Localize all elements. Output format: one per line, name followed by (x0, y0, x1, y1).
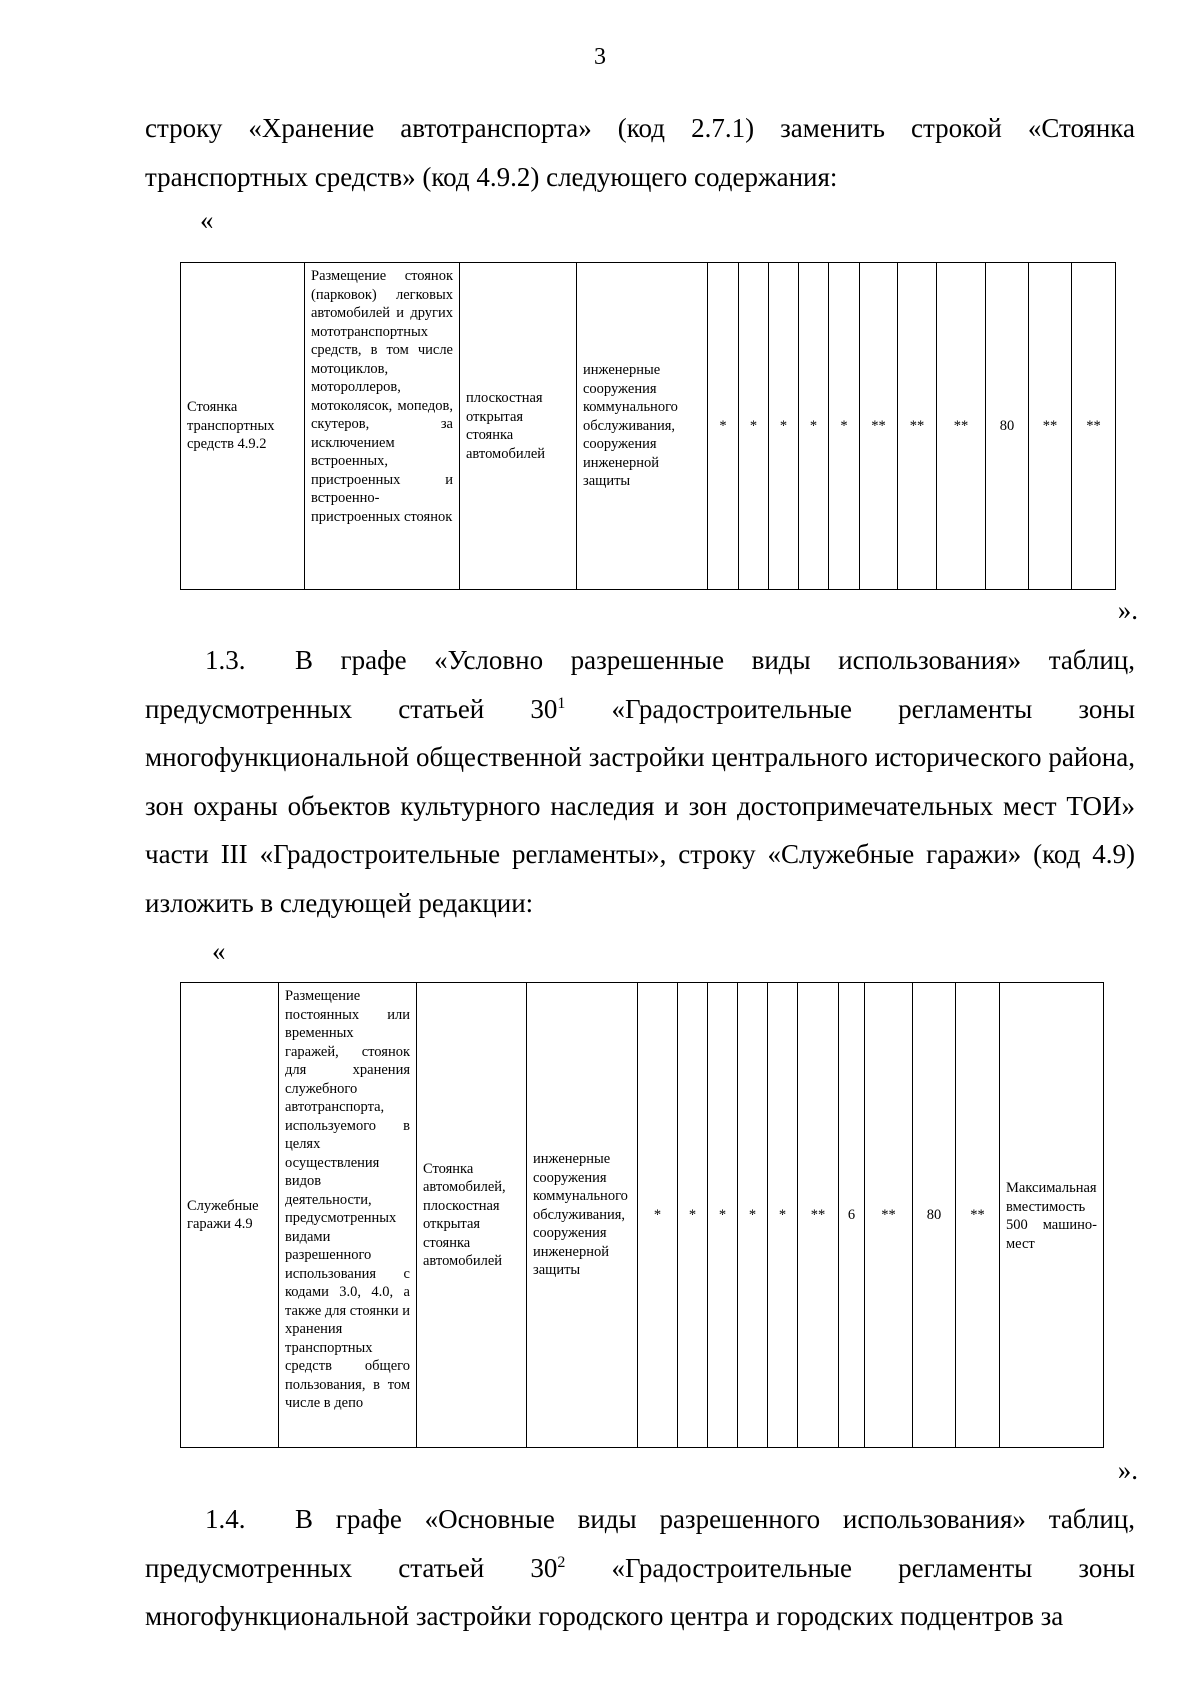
param-cell: * (638, 983, 678, 1448)
note-cell: Максимальная вместимость 500 машино-мест (1000, 983, 1104, 1448)
clause-text: «Градостроительные регламенты зоны многофункциональной застройки городского центра и городских подцентров за (145, 1552, 1135, 1631)
clause-text: В графе «Условно разрешенные виды использования» таблиц, предусмотренных статьей 30 (145, 645, 1135, 724)
param-cell: * (708, 983, 738, 1448)
param-cell: ** (956, 983, 1000, 1448)
param-cell: * (739, 263, 769, 590)
param-cell: ** (1072, 263, 1116, 590)
param-cell: ** (865, 983, 913, 1448)
param-cell: ** (937, 263, 986, 590)
table-row (181, 983, 1104, 1448)
param-cell: ** (1029, 263, 1072, 590)
regulation-table-parking (180, 262, 1116, 590)
param-cell: * (738, 983, 768, 1448)
table-row (181, 263, 1116, 590)
param-cell: 6 (839, 983, 865, 1448)
param-cell: 80 (913, 983, 956, 1448)
use-name-cell: Стоянка транспортных средств 4.9.2 (181, 263, 305, 590)
quote-open-1: « (200, 205, 214, 235)
regulation-table-garages (180, 982, 1104, 1448)
paragraph-1-3 (145, 636, 1135, 927)
use-name-cell: Служебные гаражи 4.9 (181, 983, 279, 1448)
quote-close-2: ». (1117, 1455, 1138, 1485)
page-number: 3 (594, 44, 606, 70)
param-cell: ** (798, 983, 839, 1448)
quote-open-2: « (212, 936, 226, 966)
auxiliary-uses-cell: инженерные сооружения коммунального обслуживания, сооружения инженерной защиты (527, 983, 638, 1448)
param-cell: * (708, 263, 739, 590)
clause-text: «Градостроительные регламенты зоны многофункциональной общественной застройки центрального исторического района, зон охраны объектов культурного наследия и зон достопримечательных мест ТОИ» части III «Градостроительные регламенты», строку «Служебные гаражи» (код 4.9) изложить в следующей редакции: (145, 693, 1135, 918)
superscript: 1 (557, 694, 566, 712)
clause-number: 1.4. (205, 1504, 246, 1534)
object-types-cell: плоскостная открытая стоянка автомобилей (460, 263, 577, 590)
object-types-cell: Стоянка автомобилей, плоскостная открытая стоянка автомобилей (417, 983, 527, 1448)
auxiliary-uses-cell: инженерные сооружения коммунального обслуживания, сооружения инженерной защиты (577, 263, 708, 590)
paragraph-1-4 (145, 1495, 1135, 1641)
param-cell: ** (898, 263, 937, 590)
quote-close-1: ». (1117, 595, 1138, 625)
paragraph-intro: строку «Хранение автотранспорта» (код 2.7.1) заменить строкой «Стоянка транспортных средств» (код 4.9.2) следующего содержания: (145, 113, 1135, 192)
superscript: 2 (557, 1553, 566, 1571)
param-cell: * (799, 263, 829, 590)
param-cell: ** (860, 263, 898, 590)
param-cell: * (829, 263, 860, 590)
param-cell: * (769, 263, 799, 590)
clause-number: 1.3. (205, 645, 246, 675)
clause-text: В графе «Основные виды разрешенного использования» таблиц, предусмотренных статьей 30 (145, 1504, 1135, 1583)
use-description-cell: Размещение постоянных или временных гаражей, стоянок для хранения служебного автотранспорта, используемого в целях осуществления видов деятельности, предусмотренных видами разрешенного использования с кодами 3.0, 4.0, а также для стоянки и хранения транспортных средств общего пользования, в том числе в депо (279, 983, 417, 1448)
param-cell: * (678, 983, 708, 1448)
use-description-cell: Размещение стоянок (парковок) легковых автомобилей и других мототранспортных средств, в том числе мотоциклов, мотороллеров, мотоколясок, мопедов, скутеров, за исключением встроенных, пристроенных и встроенно-пристроенных стоянок (305, 263, 460, 590)
param-cell: * (768, 983, 798, 1448)
param-cell: 80 (986, 263, 1029, 590)
